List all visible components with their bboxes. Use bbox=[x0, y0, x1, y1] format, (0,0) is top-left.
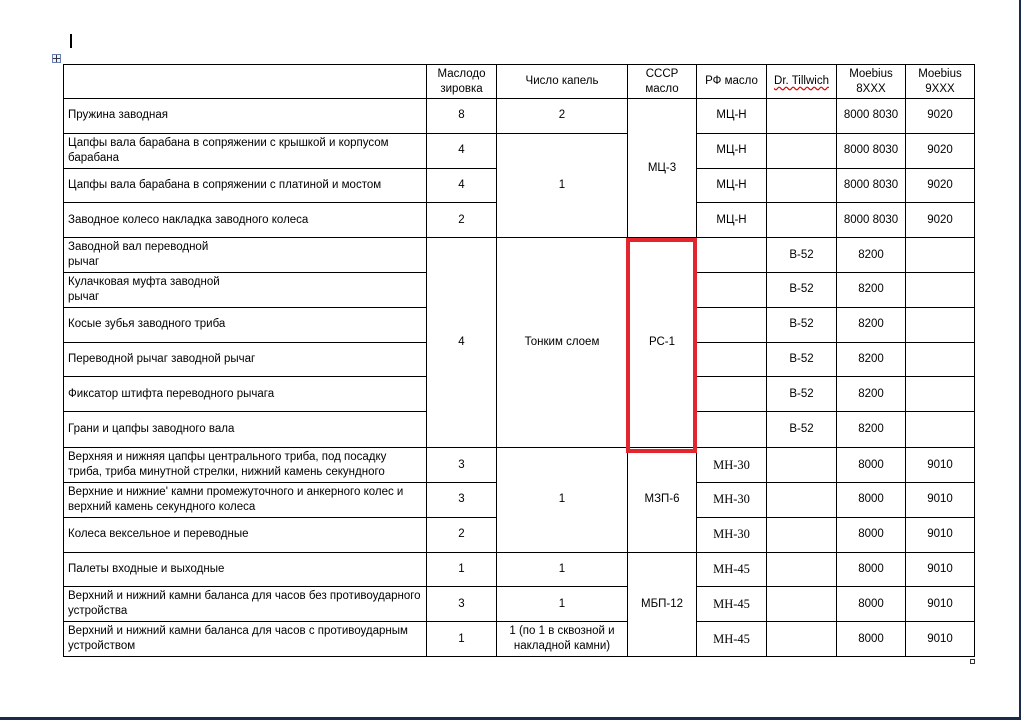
lubrication-cell: 2 bbox=[427, 517, 497, 552]
tillwich-cell bbox=[767, 552, 837, 587]
moebius-8-cell: 8200 bbox=[837, 412, 906, 448]
header-ussr-oil: СССР масло bbox=[628, 65, 697, 99]
header-moebius-9: Moebius 9XXX bbox=[906, 65, 975, 99]
tillwich-cell bbox=[767, 168, 837, 203]
drops-cell: Тонким слоем bbox=[497, 238, 628, 448]
moebius-8-cell: 8000 bbox=[837, 482, 906, 517]
drops-cell: 1 bbox=[497, 552, 628, 587]
moebius-8-cell: 8200 bbox=[837, 307, 906, 342]
table-row bbox=[64, 448, 975, 483]
moebius-8-cell: 8000 bbox=[837, 622, 906, 657]
part-name: Верхняя и нижняя цапфы центрального триба, под посадку триба, триба минутной стрелки, нижний камень секундного bbox=[64, 448, 427, 483]
moebius-8-cell: 8000 bbox=[837, 587, 906, 622]
ussr-oil-cell: МЦ-3 bbox=[628, 99, 697, 238]
tillwich-cell bbox=[767, 203, 837, 238]
rf-oil-cell: МН-30 bbox=[697, 482, 767, 517]
moebius-8-cell: 8000 bbox=[837, 448, 906, 483]
rf-oil-cell: МН-30 bbox=[697, 448, 767, 483]
table-row bbox=[64, 552, 975, 587]
tillwich-cell bbox=[767, 587, 837, 622]
part-name: Кулачковая муфта заводной рычаг bbox=[64, 272, 427, 307]
moebius-8-cell: 8200 bbox=[837, 272, 906, 307]
rf-oil-cell: МН-45 bbox=[697, 552, 767, 587]
moebius-9-cell bbox=[906, 272, 975, 307]
rf-oil-cell: МН-45 bbox=[697, 587, 767, 622]
rf-oil-cell bbox=[697, 342, 767, 377]
lubrication-cell: 8 bbox=[427, 99, 497, 134]
rf-oil-cell: МЦ-Н bbox=[697, 133, 767, 168]
rf-oil-cell bbox=[697, 377, 767, 412]
text-cursor bbox=[70, 34, 72, 48]
rf-oil-cell: МЦ-Н bbox=[697, 168, 767, 203]
header-lubrication: Маслодо зировка bbox=[427, 65, 497, 99]
table-row bbox=[64, 238, 975, 273]
table-resize-handle[interactable] bbox=[970, 659, 975, 664]
ussr-oil-cell: МЗП-6 bbox=[628, 448, 697, 552]
lubrication-cell: 2 bbox=[427, 203, 497, 238]
rf-oil-cell bbox=[697, 238, 767, 273]
moebius-9-cell: 9010 bbox=[906, 482, 975, 517]
lubrication-table bbox=[63, 64, 975, 657]
part-name: Переводной рычаг заводной рычаг bbox=[64, 342, 427, 377]
rf-oil-cell bbox=[697, 272, 767, 307]
moebius-8-cell: 8200 bbox=[837, 342, 906, 377]
part-name: Верхние и нижние' камни промежуточного и анкерного колес и верхний камень секундного колеса bbox=[64, 482, 427, 517]
tillwich-cell bbox=[767, 517, 837, 552]
drops-cell: 1 (по 1 в сквозной и накладной камни) bbox=[497, 622, 628, 657]
tillwich-cell bbox=[767, 482, 837, 517]
table-row bbox=[64, 133, 975, 168]
tillwich-cell bbox=[767, 99, 837, 134]
part-name: Палеты входные и выходные bbox=[64, 552, 427, 587]
moebius-9-cell: 9010 bbox=[906, 448, 975, 483]
part-name: Заводное колесо накладка заводного колеса bbox=[64, 203, 427, 238]
moebius-8-cell: 8000 8030 bbox=[837, 99, 906, 134]
lubrication-cell: 4 bbox=[427, 133, 497, 168]
moebius-8-cell: 8000 bbox=[837, 552, 906, 587]
part-name: Грани и цапфы заводного вала bbox=[64, 412, 427, 448]
rf-oil-cell bbox=[697, 307, 767, 342]
lubrication-cell: 3 bbox=[427, 587, 497, 622]
part-name: Пружина заводная bbox=[64, 99, 427, 134]
drops-cell: 1 bbox=[497, 587, 628, 622]
tillwich-cell: B-52 bbox=[767, 238, 837, 273]
moebius-9-cell: 9010 bbox=[906, 552, 975, 587]
lubrication-cell: 1 bbox=[427, 552, 497, 587]
drops-cell: 1 bbox=[497, 133, 628, 237]
lubrication-cell: 3 bbox=[427, 482, 497, 517]
tillwich-cell bbox=[767, 448, 837, 483]
moebius-9-cell: 9020 bbox=[906, 133, 975, 168]
header-drops: Число капель bbox=[497, 65, 628, 99]
part-name: Верхний и нижний камни баланса для часов без противоударного устройства bbox=[64, 587, 427, 622]
moebius-9-cell: 9010 bbox=[906, 622, 975, 657]
header-tillwich: Dr. Tillwich bbox=[767, 65, 837, 99]
part-name: Фиксатор штифта переводного рычага bbox=[64, 377, 427, 412]
rf-oil-cell: МЦ-Н bbox=[697, 203, 767, 238]
tillwich-cell: B-52 bbox=[767, 307, 837, 342]
moebius-9-cell: 9010 bbox=[906, 587, 975, 622]
tillwich-cell: B-52 bbox=[767, 342, 837, 377]
moebius-9-cell bbox=[906, 307, 975, 342]
tillwich-cell: B-52 bbox=[767, 412, 837, 448]
header-rf-oil: РФ масло bbox=[697, 65, 767, 99]
table-row bbox=[64, 622, 975, 657]
table-move-handle-icon[interactable] bbox=[52, 54, 61, 63]
header-part bbox=[64, 65, 427, 99]
part-name: Цапфы вала барабана в сопряжении с платиной и мостом bbox=[64, 168, 427, 203]
moebius-9-cell: 9020 bbox=[906, 203, 975, 238]
moebius-9-cell bbox=[906, 238, 975, 273]
rf-oil-cell bbox=[697, 412, 767, 448]
ussr-oil-cell: МБП-12 bbox=[628, 552, 697, 656]
tillwich-cell: B-52 bbox=[767, 272, 837, 307]
moebius-9-cell: 9010 bbox=[906, 517, 975, 552]
ussr-oil-cell: РС-1 bbox=[628, 238, 697, 448]
moebius-9-cell bbox=[906, 412, 975, 448]
part-name: Верхний и нижний камни баланса для часов с противоударным устройством bbox=[64, 622, 427, 657]
tillwich-cell: B-52 bbox=[767, 377, 837, 412]
header-moebius-8: Moebius 8XXX bbox=[837, 65, 906, 99]
part-name: Цапфы вала барабана в сопряжении с крышкой и корпусом барабана bbox=[64, 133, 427, 168]
moebius-8-cell: 8200 bbox=[837, 377, 906, 412]
header-row bbox=[64, 65, 975, 99]
moebius-8-cell: 8000 8030 bbox=[837, 203, 906, 238]
moebius-9-cell bbox=[906, 377, 975, 412]
lubrication-cell: 4 bbox=[427, 238, 497, 448]
moebius-8-cell: 8200 bbox=[837, 238, 906, 273]
drops-cell: 1 bbox=[497, 448, 628, 552]
tillwich-cell bbox=[767, 133, 837, 168]
part-name: Заводной вал переводной рычаг bbox=[64, 238, 427, 273]
moebius-9-cell bbox=[906, 342, 975, 377]
moebius-9-cell: 9020 bbox=[906, 99, 975, 134]
rf-oil-cell: МН-45 bbox=[697, 622, 767, 657]
table-row bbox=[64, 99, 975, 134]
lubrication-cell: 1 bbox=[427, 622, 497, 657]
moebius-8-cell: 8000 8030 bbox=[837, 133, 906, 168]
moebius-8-cell: 8000 bbox=[837, 517, 906, 552]
lubrication-cell: 4 bbox=[427, 168, 497, 203]
moebius-8-cell: 8000 8030 bbox=[837, 168, 906, 203]
part-name: Колеса вексельное и переводные bbox=[64, 517, 427, 552]
moebius-9-cell: 9020 bbox=[906, 168, 975, 203]
part-name: Косые зубья заводного триба bbox=[64, 307, 427, 342]
table-row bbox=[64, 587, 975, 622]
rf-oil-cell: МН-30 bbox=[697, 517, 767, 552]
drops-cell: 2 bbox=[497, 99, 628, 134]
lubrication-cell: 3 bbox=[427, 448, 497, 483]
rf-oil-cell: МЦ-Н bbox=[697, 99, 767, 134]
tillwich-cell bbox=[767, 622, 837, 657]
